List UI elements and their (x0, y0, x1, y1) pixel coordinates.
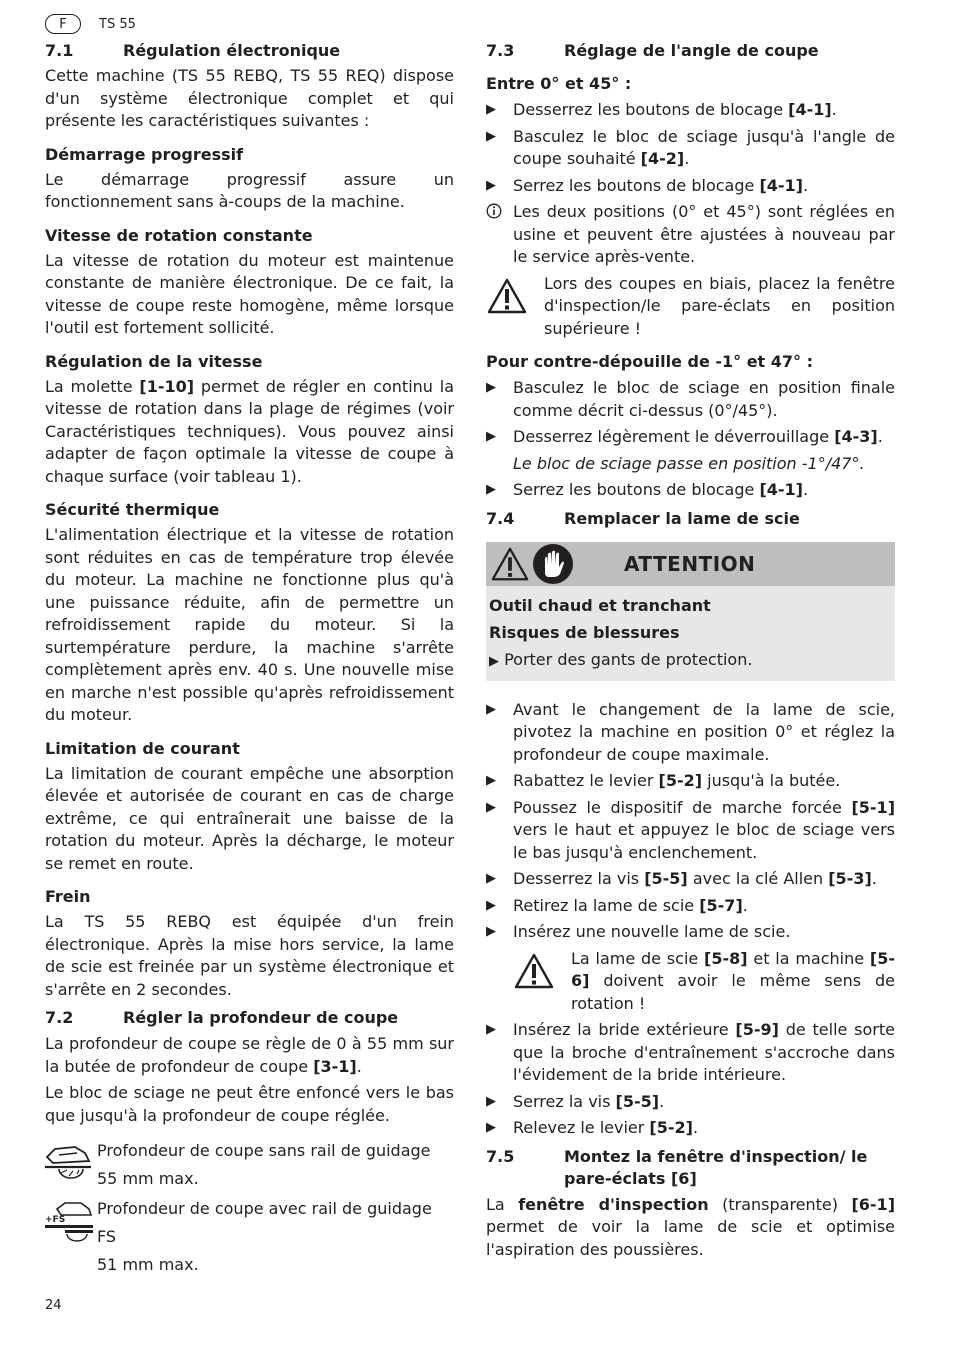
section-7-5-heading: 7.5 Montez la fenêtre d'inspection/ le pare-éclats [6] (486, 1146, 868, 1188)
soft-start-text: Le démarrage progressif assure un fonctionnement sans à-coups de la machine. (45, 169, 454, 211)
brake-heading: Frein (45, 887, 91, 906)
soft-start-heading: Démarrage progressif (45, 144, 244, 164)
section-7-2-para-2: Le bloc de sciage ne peut être enfoncé vers le bas que jusqu'à la profondeur de coupe réglée. (45, 1083, 454, 1125)
constant-speed-text: La vitesse de rotation du moteur est maintenue constante de manière électronique. De ce fait, la vitesse de coupe reste homogène, même lorsque l'outil est fortement sollicité. (45, 250, 454, 337)
list-item: ▶ Desserrez légèrement le déverrouillage [4-3]. (486, 426, 895, 449)
attention-body: Outil chaud et tranchant Risques de blessures ▶ Porter des gants de protection. (489, 595, 753, 669)
section-7-3-heading: 7.3 Réglage de l'angle de coupe (486, 41, 819, 60)
list-item: ▶ Poussez le dispositif de marche forcée [5-1] vers le haut et appuyez le bloc de sciage vers le bas jusqu'à enclenchement. (486, 797, 895, 865)
thermal-safety-text: L'alimentation électrique et la vitesse de rotation sont réduites en cas de température trop élevée du moteur. La machine ne fonctionne plus qu'à une puissance réduite, afin de permettre un refroidissement rapide du moteur. Si la surtempérature perdure, la machine s'arrête complètement après env. 40 s. Une nouvelle mise en marche n'est possible qu'après refroidissement du moteur. (45, 525, 454, 724)
left-column (45, 40, 454, 1279)
section-7-5-text: La fenêtre d'inspection (transparente) [6-1] permet de voir la lame de scie et optimise l'aspiration des poussières. (486, 1194, 895, 1259)
warning-note: La lame de scie [5-8] et la machine [5-6] doivent avoir le même sens de rotation ! (486, 948, 895, 1016)
triangle-bullet-icon: ▶ (486, 429, 496, 444)
warning-triangle-icon (513, 948, 571, 1016)
list-item: ▶ Desserrez les boutons de blocage [4-1]. (486, 99, 895, 122)
current-limit-text: La limitation de courant empêche une absorption élevée et autorisée de courant en cas de charge extrême, ce qui entraînerait une baisse de la rotation du moteur. Après la décharge, le moteur se remet en route. (45, 763, 454, 873)
list-item: ▶ Serrez les boutons de blocage [4-1]. (486, 479, 895, 502)
depth-with-rail: +FS Profondeur de coupe avec rail de guidage FS 51 mm max. (45, 1195, 454, 1279)
section-7-1-heading: 7.1 Régulation électronique (45, 41, 341, 60)
attention-title: ATTENTION (624, 551, 756, 576)
svg-text:+FS: +FS (45, 1215, 66, 1225)
triangle-bullet-icon: ▶ (486, 773, 496, 788)
attention-box (486, 542, 895, 681)
saw-with-rail-icon (45, 1195, 97, 1279)
depth-without-rail: Profondeur de coupe sans rail de guidage 55 mm max. (45, 1137, 454, 1193)
warning-triangle-icon (490, 545, 530, 583)
warning-note: Lors des coupes en biais, placez la fenêtre d'inspection/le pare-éclats en position supérieure ! (486, 273, 895, 341)
model-name: TS 55 (99, 16, 136, 32)
triangle-bullet-icon: ▶ (486, 924, 496, 939)
triangle-bullet-icon: ▶ (486, 871, 496, 886)
list-item: ▶ Insérez une nouvelle lame de scie. (486, 921, 895, 944)
speed-regulation-text: La molette [1-10] permet de régler en continu la vitesse de rotation dans la plage de régimes (voir Caractéristiques techniques). Vous pouvez ainsi adapter de façon optimale la vitesse de coupe à chaque surface (voir tableau 1). (45, 376, 454, 486)
page-header (45, 13, 136, 35)
triangle-bullet-icon: ▶ (489, 653, 499, 669)
section-7-2-para-1: La profondeur de coupe se règle de 0 à 55 mm sur la butée de profondeur de coupe [3-1]. (45, 1034, 454, 1076)
triangle-bullet-icon: ▶ (486, 799, 496, 815)
triangle-bullet-icon: ▶ (486, 897, 496, 913)
info-icon (486, 201, 513, 269)
list-item: ▶ Rabattez le levier [5-2] jusqu'à la butée. (486, 770, 895, 793)
attention-header (486, 542, 895, 586)
section-7-4-heading: 7.4 Remplacer la lame de scie (486, 508, 800, 528)
range-0-45-heading: Entre 0° et 45° : (486, 74, 632, 93)
thermal-safety-heading: Sécurité thermique (45, 500, 220, 519)
language-badge: F (45, 14, 81, 34)
page-number: 24 (45, 1298, 62, 1313)
triangle-bullet-icon: ▶ (486, 1120, 496, 1135)
section-7-2-heading: 7.2 Régler la profondeur de coupe (45, 1008, 399, 1027)
triangle-bullet-icon: ▶ (486, 177, 496, 193)
list-item: ▶ Insérez la bride extérieure [5-9] de telle sorte que la broche d'entraînement s'accroche dans l'évidement de la bride intérieure. (486, 1019, 895, 1087)
result-note: Le bloc de sciage passe en position -1°/47°. (513, 453, 865, 473)
constant-speed-heading: Vitesse de rotation constante (45, 225, 313, 245)
warning-triangle-icon (486, 273, 544, 341)
undercut-heading: Pour contre-dépouille de -1° et 47° : (486, 352, 814, 371)
list-item: ▶ Avant le changement de la lame de scie, pivotez la machine en position 0° et réglez la profondeur de coupe maximale. (486, 699, 895, 767)
triangle-bullet-icon: ▶ (486, 1093, 496, 1109)
triangle-bullet-icon: ▶ (486, 102, 496, 117)
right-column (486, 40, 895, 1261)
info-note: Les deux positions (0° et 45°) sont réglées en usine et peuvent être ajustées à nouveau par le service après-vente. (486, 201, 895, 269)
list-item: ▶ Basculez le bloc de sciage en position finale comme décrit ci-dessus (0°/45°). (486, 377, 895, 422)
list-item: ▶ Retirez la lame de scie [5-7]. (486, 895, 895, 918)
triangle-bullet-icon: ▶ (486, 701, 496, 717)
saw-icon (45, 1137, 97, 1193)
protective-gloves-icon (532, 543, 574, 585)
section-7-1-intro: Cette machine (TS 55 REBQ, TS 55 REQ) dispose d'un système électronique complet et qui présente les caractéristiques suivantes : (45, 66, 454, 130)
triangle-bullet-icon: ▶ (486, 128, 496, 144)
list-item: ▶ Relevez le levier [5-2]. (486, 1117, 895, 1140)
triangle-bullet-icon: ▶ (486, 1022, 496, 1037)
speed-regulation-heading: Régulation de la vitesse (45, 351, 263, 371)
current-limit-heading: Limitation de courant (45, 738, 240, 758)
triangle-bullet-icon: ▶ (486, 482, 496, 497)
brake-text: La TS 55 REBQ est équipée d'un frein électronique. Après la mise hors service, la lame de scie est freinée par un système électronique et s'arrête en 2 secondes. (45, 912, 454, 999)
list-item: ▶ Desserrez la vis [5-5] avec la clé Allen [5-3]. (486, 868, 895, 891)
list-item: ▶ Serrez la vis [5-5]. (486, 1091, 895, 1114)
list-item: ▶ Basculez le bloc de sciage jusqu'à l'angle de coupe souhaité [4-2]. (486, 126, 895, 171)
list-item: ▶ Serrez les boutons de blocage [4-1]. (486, 175, 895, 198)
triangle-bullet-icon: ▶ (486, 380, 496, 395)
